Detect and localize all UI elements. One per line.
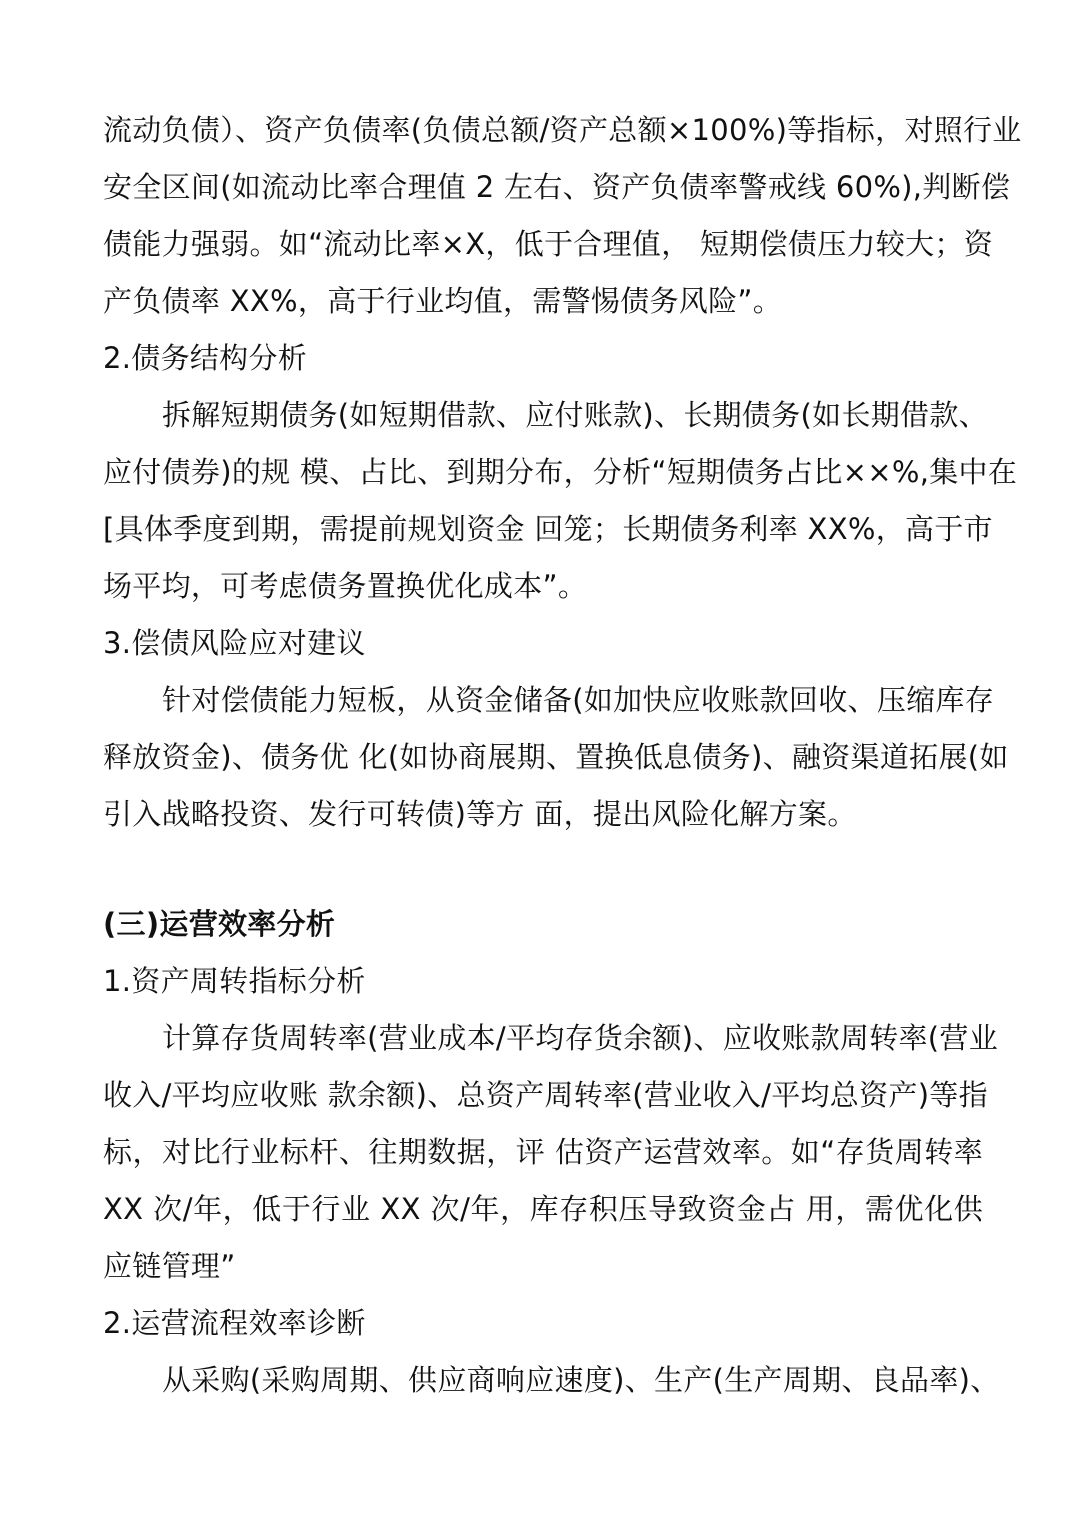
paragraph-line: 引入战略投资、发行可转债)等方 面，提出风险化解方案。 <box>103 797 857 831</box>
paragraph-line: 拆解短期债务(如短期借款、应付账款)、长期债务(如长期借款、 <box>162 398 988 432</box>
paragraph-line: 标，对比行业标杆、往期数据，评 估资产运营效率。如“存货周转率 <box>103 1135 983 1169</box>
paragraph-line: 从采购(采购周期、供应商响应速度)、生产(生产周期、良品率)、 <box>162 1363 1000 1397</box>
paragraph-line: 释放资金)、债务优 化(如协商展期、置换低息债务)、融资渠道拓展(如 <box>103 740 1009 774</box>
paragraph-line: 计算存货周转率(营业成本/平均存货余额)、应收账款周转率(营业 <box>162 1021 999 1055</box>
subsection-heading: 1.资产周转指标分析 <box>103 964 366 998</box>
paragraph-line: 应链管理” <box>103 1249 236 1283</box>
paragraph-line: 产负债率 XX%，高于行业均值，需警惕债务风险”。 <box>103 284 783 318</box>
paragraph-line: 收入/平均应收账 款余额)、总资产周转率(营业收入/平均总资产)等指 <box>103 1078 988 1112</box>
paragraph-line: 流动负债）、资产负债率(负债总额/资产总额×100%)等指标，对照行业 <box>103 113 1022 147</box>
paragraph-line: 应付债券)的规 模、占比、到期分布，分析“短期债务占比××%,集中在 <box>103 455 1018 489</box>
subsection-heading: 2.运营流程效率诊断 <box>103 1306 366 1340</box>
paragraph-line: XX 次/年，低于行业 XX 次/年，库存积压导致资金占 用，需优化供 <box>103 1192 983 1226</box>
paragraph-line: 安全区间(如流动比率合理值 2 左右、资产负债率警戒线 60%),判断偿 <box>103 170 1011 204</box>
paragraph-line: 针对偿债能力短板，从资金储备(如加快应收账款回收、压缩库存 <box>162 683 995 717</box>
subsection-heading: 3.偿债风险应对建议 <box>103 626 366 660</box>
subsection-heading: 2.债务结构分析 <box>103 341 308 375</box>
paragraph-line: [具体季度到期，需提前规划资金 回笼；长期债务利率 XX%，高于市 <box>103 512 993 546</box>
section-heading: (三)运营效率分析 <box>103 907 336 941</box>
paragraph-line: 场平均，可考虑债务置换优化成本”。 <box>103 569 588 603</box>
paragraph-line: 债能力强弱。如“流动比率×X，低于合理值， 短期偿债压力较大；资 <box>103 227 994 261</box>
